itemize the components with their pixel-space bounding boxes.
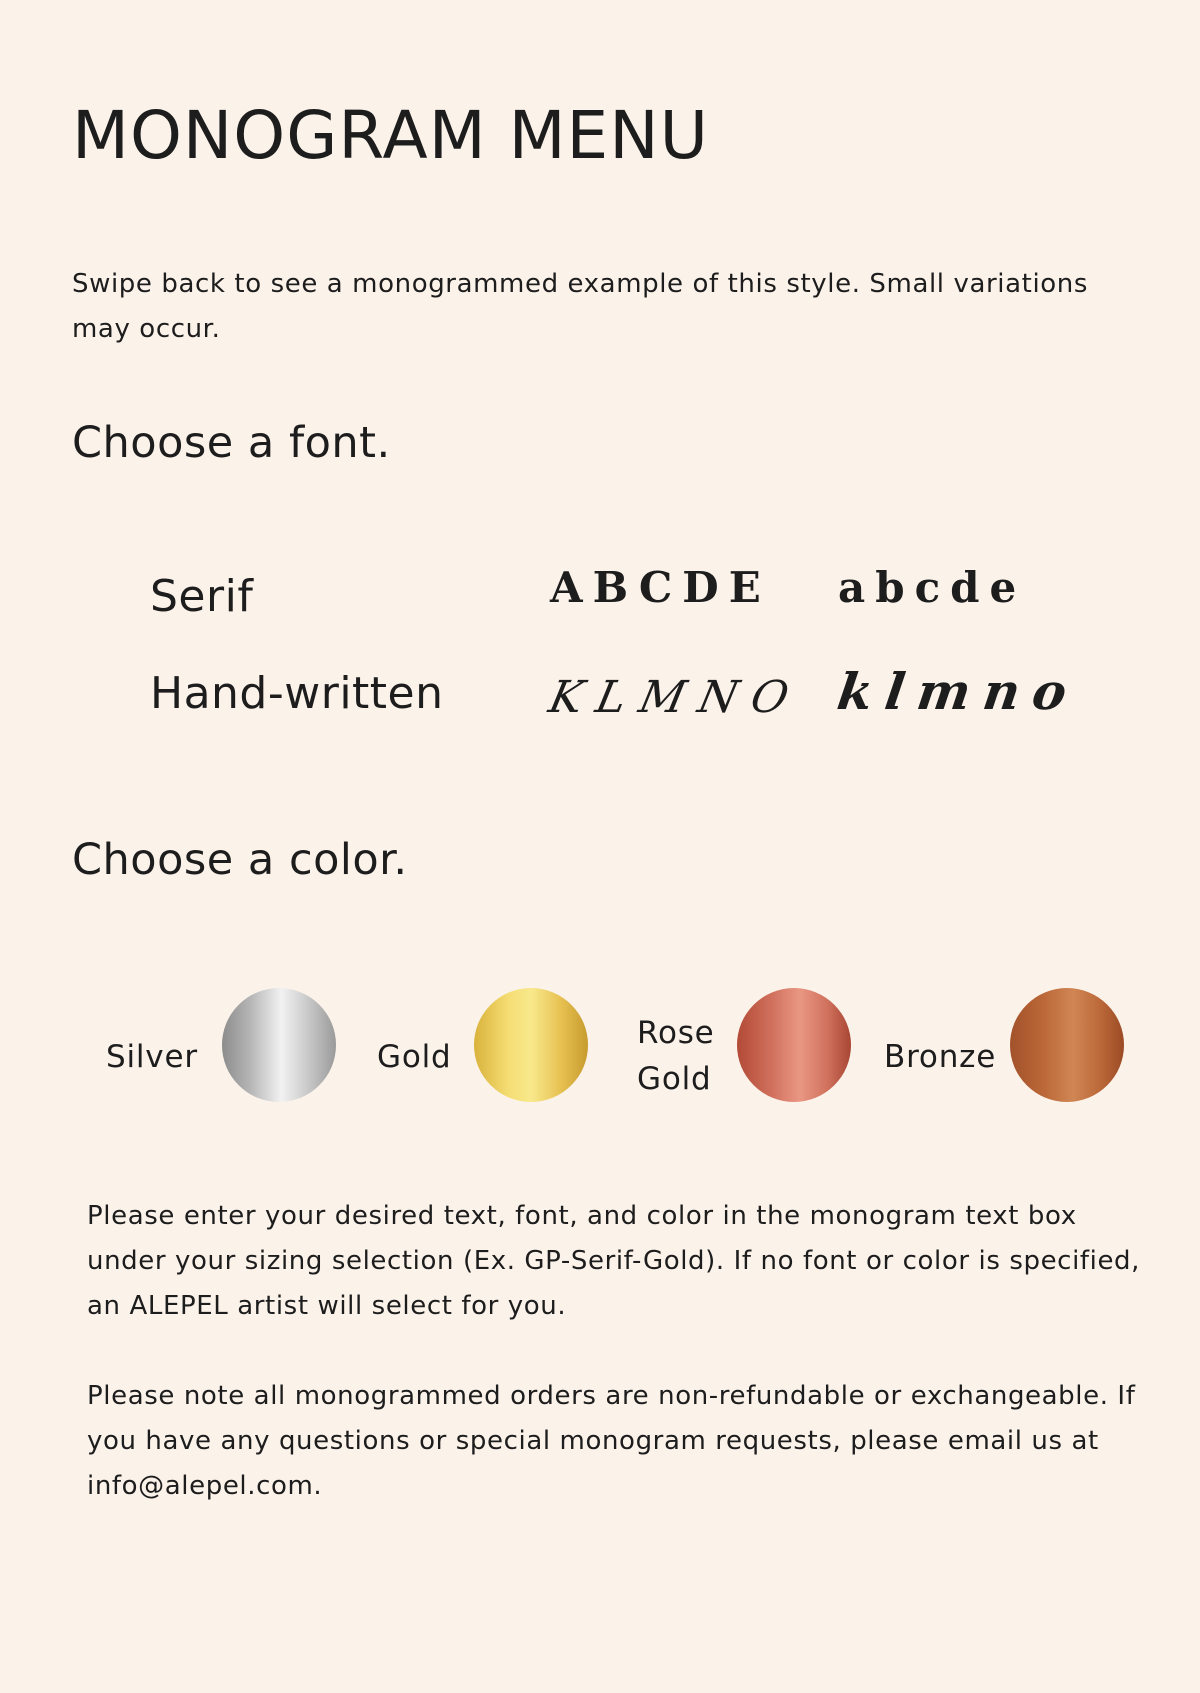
page-title: MONOGRAM MENU [72,97,709,174]
gold-swatch [474,988,588,1102]
refund-policy-note: Please note all monogrammed orders are non-refundable or exchangeable. If you have any questions or special monogram requests, please email us at info@alepel.com. [87,1381,1136,1501]
color-label-rose-gold [637,1010,715,1102]
color-label-gold: Gold [377,1039,452,1075]
font-option-serif [150,563,1050,633]
color-section-heading: Choose a color. [72,835,408,885]
monogram-instructions: Please enter your desired text, font, and color in the monogram text box under your sizing selection (Ex. GP-Serif-Gold). If no font or color is specified, an ALEPEL artist will select for you. [87,1201,1141,1321]
color-label-silver: Silver [106,1039,198,1075]
font-section-heading: Choose a font. [72,418,391,468]
serif-uppercase-sample: ABCDE [550,563,771,612]
color-label-bronze: Bronze [884,1039,997,1075]
intro-text: Swipe back to see a monogrammed example of this style. Small variations may occur. [72,269,1089,344]
rose-gold-swatch [737,988,851,1102]
handwritten-lowercase-sample: klmno [833,662,1084,721]
serif-lowercase-sample: abcde [838,563,1027,612]
font-name-serif: Serif [150,571,254,622]
handwritten-uppercase-sample: KLMNO [544,672,808,723]
bronze-swatch [1010,988,1124,1102]
silver-swatch [222,988,336,1102]
rose-gold-label-line-1: Rose [637,1015,715,1051]
font-name-handwritten: Hand-written [150,668,444,719]
rose-gold-label-line-2: Gold [637,1061,712,1097]
font-option-handwritten [150,660,1084,730]
